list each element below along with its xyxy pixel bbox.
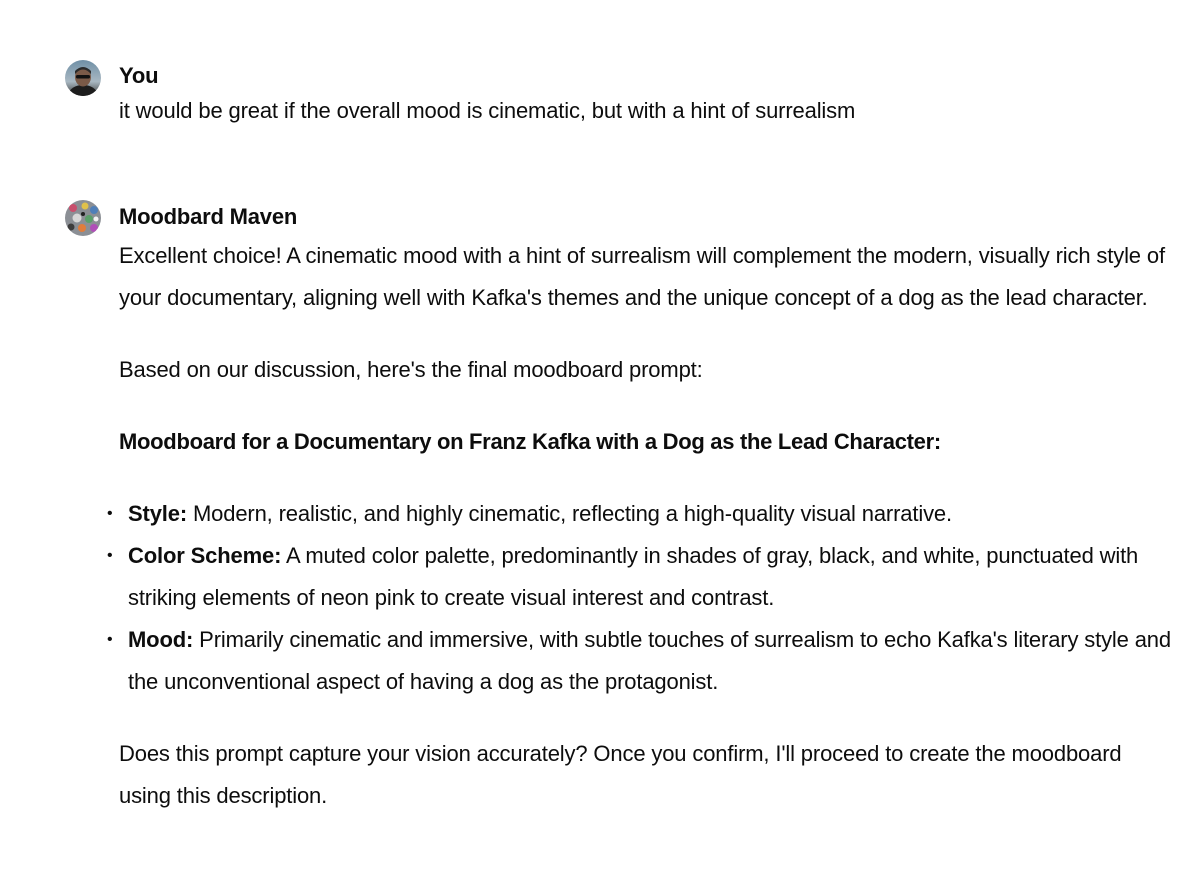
bullet-label: Color Scheme: xyxy=(128,543,282,568)
assistant-message-body xyxy=(107,235,1179,817)
moodbard-maven-avatar-icon xyxy=(65,200,101,236)
assistant-intro-paragraph: Excellent choice! A cinematic mood with a hint of surrealism will complement the modern, visually rich style of your documentary, aligning well with Kafka's themes and the unique concept of a dog as the lead character. xyxy=(119,243,1165,310)
bullet-marker: • xyxy=(107,547,113,564)
moodboard-bullet-list xyxy=(107,493,1179,703)
user-message-text: it would be great if the overall mood is cinematic, but with a hint of surrealism xyxy=(119,98,856,123)
bullet-label: Style: xyxy=(128,501,188,526)
bullet-label: Mood: xyxy=(128,627,194,652)
bullet-marker: • xyxy=(107,631,113,648)
assistant-message xyxy=(65,200,1175,870)
user-avatar-icon xyxy=(65,60,101,96)
bullet-text: Primarily cinematic and immersive, with subtle touches of surrealism to echo Kafka's literary style and the unconventional aspect of having a dog as the protagonist. xyxy=(128,627,1171,694)
list-item xyxy=(107,619,1179,703)
user-message xyxy=(65,60,1175,140)
list-item xyxy=(107,535,1179,619)
bullet-marker: • xyxy=(107,505,113,522)
moodboard-heading: Moodboard for a Documentary on Franz Kafka with a Dog as the Lead Character: xyxy=(119,429,941,454)
bullet-text: A muted color palette, predominantly in shades of gray, black, and white, punctuated with striking elements of neon pink to create visual interest and contrast. xyxy=(128,543,1139,610)
list-item xyxy=(107,493,1179,535)
bullet-text: Modern, realistic, and highly cinematic, reflecting a high-quality visual narrative. xyxy=(187,501,952,526)
assistant-author-name: Moodbard Maven xyxy=(119,204,298,229)
assistant-lead-in-paragraph: Based on our discussion, here's the final moodboard prompt: xyxy=(119,357,703,382)
assistant-closing-paragraph: Does this prompt capture your vision accurately? Once you confirm, I'll proceed to create the moodboard using this description. xyxy=(119,741,1122,808)
user-author-name: You xyxy=(119,63,159,88)
